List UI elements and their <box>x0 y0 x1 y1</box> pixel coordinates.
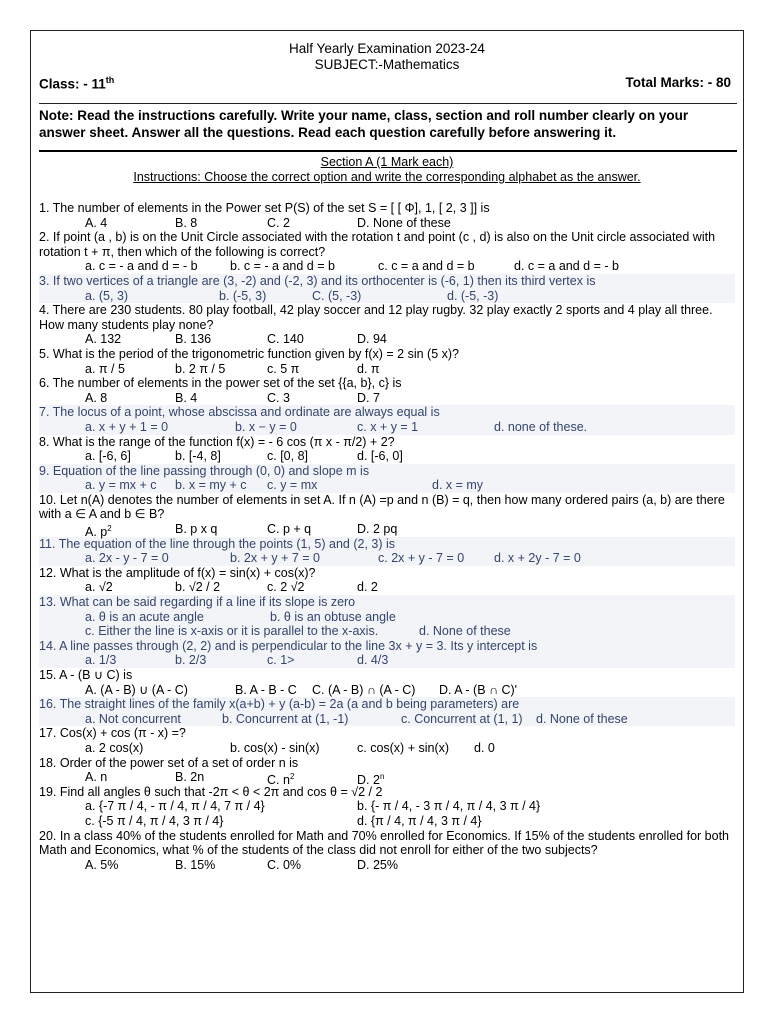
option: d. [-6, 0] <box>357 449 403 464</box>
question-item <box>39 274 735 303</box>
options-row <box>39 683 735 698</box>
option: c. Concurrent at (1, 1) <box>401 711 523 726</box>
question-text: 2. If point (a , b) is on the Unit Circle associated with the rotation t and point (c , d) is also on the Unit circle associated with rotation t + π, then which of the following is correct? <box>39 230 716 259</box>
question-text: 14. A line passes through (2, 2) and is perpendicular to the line 3x + y = 3. Its y intercept is <box>39 638 538 653</box>
question-item <box>39 537 735 566</box>
options-row <box>39 478 735 493</box>
options-row <box>39 522 735 540</box>
option: d. c = a and d = - b <box>514 259 619 274</box>
option: c. 1> <box>267 653 295 668</box>
question-item <box>39 201 735 230</box>
instructions-note: Note: Read the instructions carefully. Write your name, class, section and roll number clearly on your answer sheet. Answer all the questions. Read each question carefully before answering it. <box>39 108 689 140</box>
question-text: 13. What can be said regarding if a line if its slope is zero <box>39 595 356 610</box>
options-row <box>39 420 735 435</box>
option: A. 132 <box>85 332 122 347</box>
question-text: 4. There are 230 students. 80 play football, 42 play soccer and 12 play rugby. 32 play exactly 2 sports and 4 play all three. How many students play none? <box>39 303 713 332</box>
option: D. 94 <box>357 332 387 347</box>
option: d. 4/3 <box>357 653 389 668</box>
option: D. 2$^n$ <box>357 772 385 788</box>
option: a. Not concurrent <box>85 711 181 726</box>
option: c. c = a and d = b <box>378 259 475 274</box>
option: B. 8 <box>175 215 198 230</box>
question-item <box>39 376 735 405</box>
options-row <box>39 449 735 464</box>
option: c. [0, 8] <box>267 449 308 464</box>
options-row <box>39 858 735 873</box>
option: a. π / 5 <box>85 361 125 376</box>
question-text: 1. The number of elements in the Power set P(S) of the set S = [ [ Φ], 1, [ 2, 3 ]] is <box>39 201 490 215</box>
exam-page <box>30 30 744 993</box>
option: a. √2 <box>85 580 113 595</box>
options-row <box>39 741 735 756</box>
question-item <box>39 303 735 347</box>
question-item <box>39 405 735 434</box>
option: a. [-6, 6] <box>85 449 131 464</box>
option: d. {π / 4, π / 4, 3 π / 4} <box>357 813 482 828</box>
question-item <box>39 668 735 697</box>
question-text: 16. The straight lines of the family x(a+b) + y (a-b) = 2a (a and b being parameters) are <box>39 697 520 712</box>
question-item <box>39 435 735 464</box>
class-label: Class: - 11th <box>39 75 115 92</box>
options-row <box>39 624 735 639</box>
option: d. 2 <box>357 580 378 595</box>
question-text: 20. In a class 40% of the students enrolled for Math and 70% enrolled for Economics. If 15% of the students enrolled for both Math and Economics, what % of the students of the class did not enroll for either of the two subjects? <box>39 828 729 858</box>
options-row <box>39 653 735 668</box>
question-list <box>39 201 735 872</box>
option: B. 2n <box>175 770 205 785</box>
question-text: 15. A - (B ∪ C) is <box>39 668 133 682</box>
option: C. 2 <box>267 215 290 230</box>
option: C. 0% <box>267 857 302 872</box>
option: b. cos(x) - sin(x) <box>230 740 320 755</box>
option: A. 8 <box>85 390 108 405</box>
divider <box>39 103 737 104</box>
options-row <box>39 259 735 274</box>
option: a. 1/3 <box>85 653 117 668</box>
option: d. x = my <box>432 478 484 493</box>
option: b. (-5, 3) <box>219 288 267 303</box>
option: A. 4 <box>85 215 108 230</box>
options-row <box>39 770 735 788</box>
option: D. 7 <box>357 390 380 405</box>
option: d. x + 2y - 7 = 0 <box>494 551 581 566</box>
question-text: 9. Equation of the line passing through (0, 0) and slope m is <box>39 463 370 478</box>
option: D. 2 pq <box>357 522 398 537</box>
question-item <box>39 829 735 873</box>
option: b. √2 / 2 <box>175 580 221 595</box>
section-title: Section A (1 Mark each) <box>320 155 454 169</box>
options-row <box>39 216 735 231</box>
question-text: 19. Find all angles θ such that -2π < θ < 2π and cos θ = √2 / 2 <box>39 784 383 799</box>
option: a. (5, 3) <box>85 288 129 303</box>
subject-title: SUBJECT:-Mathematics <box>314 57 460 72</box>
question-item <box>39 785 735 829</box>
option: a. x + y + 1 = 0 <box>85 419 169 434</box>
question-item <box>39 464 735 493</box>
option: b. x = my + c <box>175 478 247 493</box>
option: C. (5, -3) <box>312 288 362 303</box>
option: b. [-4, 8] <box>175 449 221 464</box>
question-item <box>39 492 735 540</box>
question-item <box>39 726 735 755</box>
options-row <box>39 580 735 595</box>
option: b. Concurrent at (1, -1) <box>222 711 349 726</box>
divider <box>39 150 737 152</box>
option: b. θ is an obtuse angle <box>270 609 396 624</box>
question-item <box>39 347 735 376</box>
option: B. A - B - C <box>235 682 297 697</box>
option: A. 5% <box>85 857 119 872</box>
option: d. none of these. <box>494 419 588 434</box>
option: a. c = - a and d = - b <box>85 259 198 274</box>
total-marks: Total Marks: - 80 <box>625 75 731 90</box>
question-text: 10. Let n(A) denotes the number of elements in set A. If n (A) =p and n (B) = q, then how many ordered pairs (a, b) are there with a ∈ A and b ∈ B? <box>39 492 725 522</box>
option: b. x − y = 0 <box>235 419 297 434</box>
question-text: 7. The locus of a point, whose abscissa and ordinate are always equal is <box>39 405 440 420</box>
option: c. 2 √2 <box>267 580 305 595</box>
option: C. 140 <box>267 332 304 347</box>
options-row <box>39 712 735 727</box>
options-row <box>39 332 735 347</box>
question-item <box>39 595 735 639</box>
question-item <box>39 230 735 274</box>
option: c. 5 π <box>267 361 300 376</box>
option: a. 2x - y - 7 = 0 <box>85 551 169 566</box>
option: C. $n^2$ <box>267 772 295 788</box>
section-instructions: Instructions: Choose the correct option and write the corresponding alphabet as the answer. <box>133 170 641 184</box>
question-text: 6. The number of elements in the power set of the set {{a, b}, c} is <box>39 376 402 391</box>
option: d. None of these <box>536 711 628 726</box>
option: B. 4 <box>175 390 198 405</box>
option: b. 2/3 <box>175 653 207 668</box>
exam-title: Half Yearly Examination 2023-24 <box>289 41 485 56</box>
options-row <box>39 610 735 625</box>
question-item <box>39 697 735 726</box>
question-item <box>39 755 735 788</box>
options-row <box>39 391 735 406</box>
option: D. None of these <box>357 215 451 230</box>
option: B. 136 <box>175 332 212 347</box>
option: a. y = mx + c <box>85 478 157 493</box>
options-row <box>39 362 735 377</box>
option: A. n <box>85 770 108 785</box>
option: b. {- π / 4, - 3 π / 4, π / 4, 3 π / 4} <box>357 799 541 814</box>
option: c. y = mx <box>267 478 318 493</box>
options-row <box>39 551 735 566</box>
question-text: 12. What is the amplitude of f(x) = sin(x) + cos(x)? <box>39 565 316 580</box>
option: C. 3 <box>267 390 290 405</box>
option: a. {-7 π / 4, - π / 4, π / 4, 7 π / 4} <box>85 799 265 814</box>
option: b. 2x + y + 7 = 0 <box>230 551 320 566</box>
option: d. (-5, -3) <box>447 288 499 303</box>
option: d. 0 <box>474 740 495 755</box>
option: c. x + y = 1 <box>357 419 419 434</box>
options-row <box>39 289 735 304</box>
option: c. cos(x) + sin(x) <box>357 740 450 755</box>
option: C. p + q <box>267 522 312 537</box>
option: d. None of these <box>419 624 511 639</box>
option: c. {-5 π / 4, π / 4, 3 π / 4} <box>85 813 224 828</box>
option: c. Either the line is x-axis or it is parallel to the x-axis. <box>85 624 379 639</box>
question-text: 5. What is the period of the trigonometric function given by f(x) = 2 sin (5 x)? <box>39 346 459 361</box>
option: b. 2 π / 5 <box>175 361 226 376</box>
option: c. 2x + y - 7 = 0 <box>378 551 465 566</box>
question-text: 18. Order of the power set of a set of order n is <box>39 755 299 770</box>
question-text: 3. If two vertices of a triangle are (3, -2) and (-2, 3) and its orthocenter is (-6, 1) then its third vertex is <box>39 273 596 288</box>
question-text: 8. What is the range of the function f(x) = - 6 cos (π x - π/2) + 2? <box>39 434 395 449</box>
option: B. p x q <box>175 522 218 537</box>
option: A. (A - B) ∪ (A - C) <box>85 682 188 697</box>
option: D. A - (B ∩ C)' <box>439 682 518 697</box>
option: D. 25% <box>357 857 398 872</box>
options-row <box>39 814 735 829</box>
question-text: 11. The equation of the line through the points (1, 5) and (2, 3) is <box>39 536 396 551</box>
question-text: 17. Cos(x) + cos (π - x) =? <box>39 726 186 741</box>
option: B. 15% <box>175 857 216 872</box>
option: C. (A - B) ∩ (A - C) <box>312 682 416 697</box>
options-row <box>39 799 735 814</box>
option: d. π <box>357 361 380 376</box>
option: a. 2 cos(x) <box>85 740 144 755</box>
option: A. $p^2$ <box>85 524 112 540</box>
option: a. θ is an acute angle <box>85 609 204 624</box>
question-item <box>39 566 735 595</box>
option: b. c = - a and d = b <box>230 259 335 274</box>
question-item <box>39 639 735 668</box>
